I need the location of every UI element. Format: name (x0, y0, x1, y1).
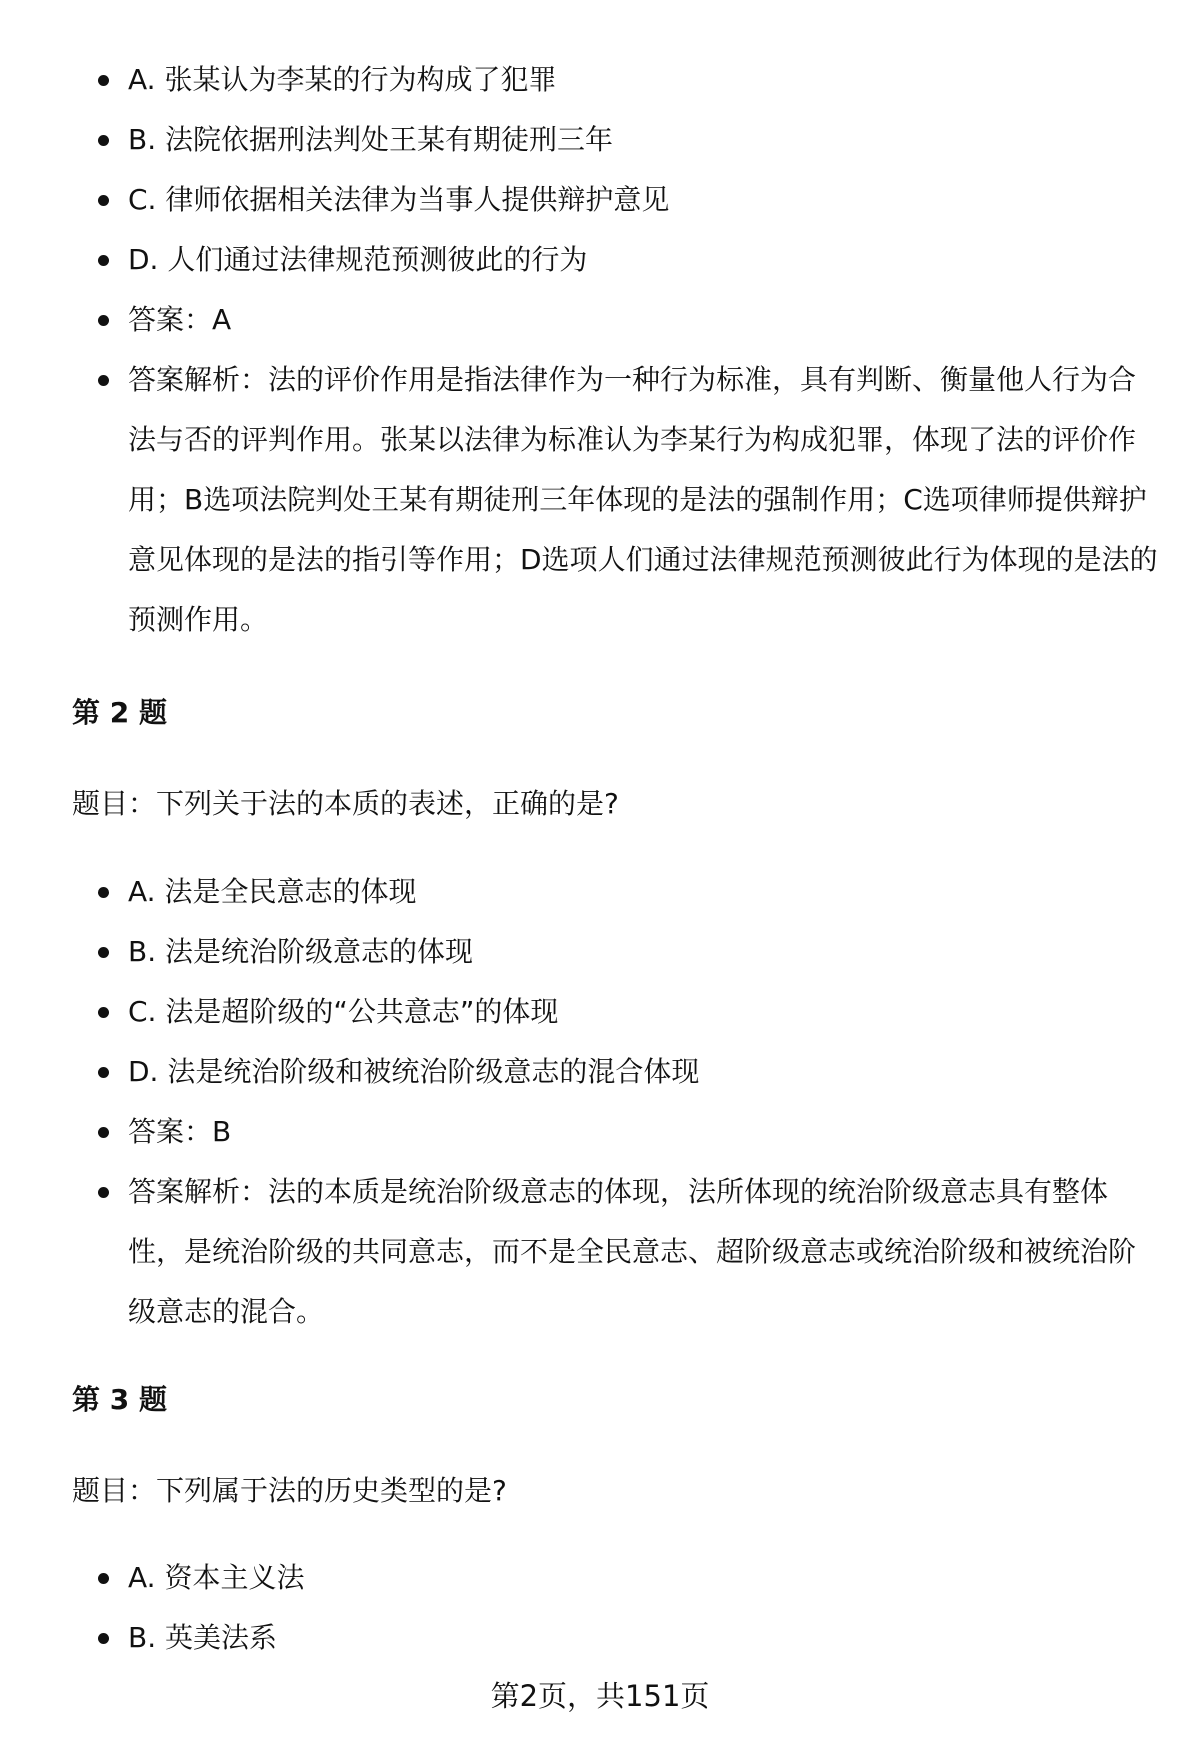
q3-option-a: A. 资本主义法 (72, 1548, 1162, 1608)
bullet-icon (98, 887, 109, 898)
q1-option-c: C. 律师依据相关法律为当事人提供辩护意见 (72, 170, 1162, 230)
bullet-icon (98, 947, 109, 958)
q3-heading: 第 3 题 (72, 1383, 167, 1416)
q2-option-c: C. 法是超阶级的“公共意志”的体现 (72, 982, 1162, 1042)
bullet-icon (98, 1067, 109, 1078)
q2-option-list (72, 862, 1162, 1342)
bullet-icon (98, 1633, 109, 1644)
q2-answer: 答案：B (72, 1102, 1162, 1162)
page-number-footer: 第2页，共151页 (490, 1679, 710, 1713)
bullet-icon (98, 195, 109, 206)
q1-option-list (72, 50, 1162, 650)
q2-option-b: B. 法是统治阶级意志的体现 (72, 922, 1162, 982)
bullet-icon (98, 75, 109, 86)
q2-option-d: D. 法是统治阶级和被统治阶级意志的混合体现 (72, 1042, 1162, 1102)
q2-heading: 第 2 题 (72, 696, 167, 729)
bullet-icon (98, 1573, 109, 1584)
q1-option-b: B. 法院依据刑法判处王某有期徒刑三年 (72, 110, 1162, 170)
q3-stem: 题目：下列属于法的历史类型的是? (72, 1474, 507, 1507)
bullet-icon (98, 1007, 109, 1018)
q2-option-a: A. 法是全民意志的体现 (72, 862, 1162, 922)
q3-option-b: B. 英美法系 (72, 1608, 1162, 1668)
bullet-icon (98, 1187, 109, 1198)
q1-explanation: 答案解析：法的评价作用是指法律作为一种行为标准，具有判断、衡量他人行为合法与否的评判作用。张某以法律为标准认为李某行为构成犯罪，体现了法的评价作用；B选项法院判处王某有期徒刑三年体现的是法的强制作用；C选项律师提供辩护意见体现的是法的指引等作用；D选项人们通过法律规范预测彼此行为体现的是法的预测作用。 (72, 350, 1162, 650)
q2-explanation: 答案解析：法的本质是统治阶级意志的体现，法所体现的统治阶级意志具有整体性，是统治阶级的共同意志，而不是全民意志、超阶级意志或统治阶级和被统治阶级意志的混合。 (72, 1162, 1162, 1342)
bullet-icon (98, 135, 109, 146)
bullet-icon (98, 315, 109, 326)
q1-option-a: A. 张某认为李某的行为构成了犯罪 (72, 50, 1162, 110)
bullet-icon (98, 1127, 109, 1138)
bullet-icon (98, 375, 109, 386)
q2-stem: 题目：下列关于法的本质的表述，正确的是? (72, 787, 619, 820)
bullet-icon (98, 255, 109, 266)
q1-option-d: D. 人们通过法律规范预测彼此的行为 (72, 230, 1162, 290)
q1-answer: 答案：A (72, 290, 1162, 350)
q3-option-list (72, 1548, 1162, 1668)
